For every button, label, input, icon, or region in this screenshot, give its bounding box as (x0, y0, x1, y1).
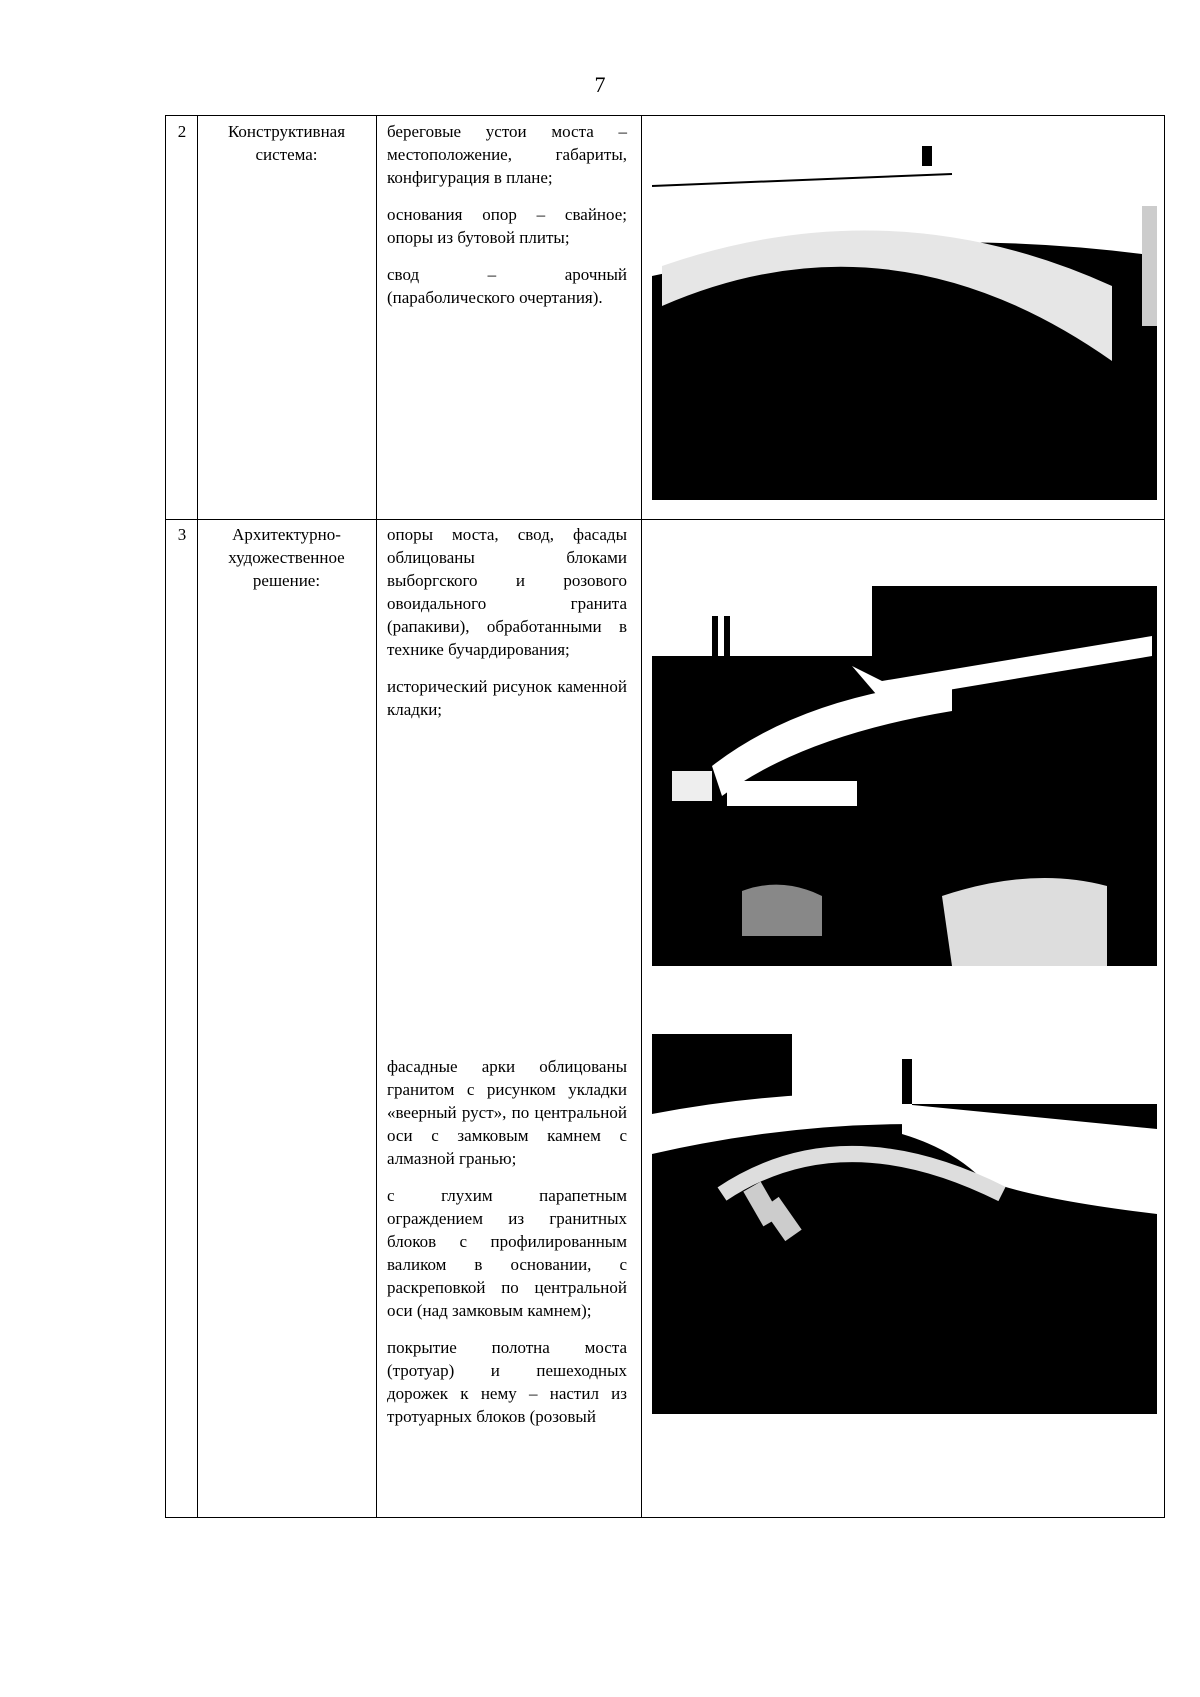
column-divider-2 (376, 116, 377, 1517)
row-description-lower (387, 1055, 627, 1442)
row-number: 2 (177, 122, 187, 141)
description-paragraph: покрытие полотна моста (тротуар) и пешеходных дорожек к нему – настил из тротуарных блоков (розовый (387, 1338, 627, 1426)
row-title: Конструктивная система: (227, 122, 346, 164)
description-paragraph: свод – арочный (параболического очертания). (387, 265, 627, 307)
masonry-photo (652, 586, 1157, 966)
description-paragraph: с глухим парапетным ограждением из гранитных блоков с профилированным валиком в основании, с раскреповкой по центральной оси (над замковым камнем); (387, 1186, 627, 1320)
row-number: 3 (177, 525, 187, 544)
column-divider-1 (197, 116, 198, 1517)
row-divider (166, 519, 1164, 520)
page-number: 7 (594, 72, 606, 97)
row-description (387, 120, 627, 323)
description-paragraph: исторический рисунок каменной кладки; (387, 677, 627, 719)
row-title: Архитектурно-художественное решение: (228, 525, 345, 590)
description-paragraph: основания опор – свайное; опоры из бутовой плиты; (387, 205, 627, 247)
row-description (387, 523, 627, 735)
description-paragraph: береговые устои моста – местоположение, габариты, конфигурация в плане; (387, 122, 627, 187)
bridge-arch-photo (652, 146, 1157, 500)
attributes-table (165, 115, 1165, 1518)
bridge-facade-photo (652, 1034, 1157, 1414)
column-divider-3 (641, 116, 642, 1517)
description-paragraph: фасадные арки облицованы гранитом с рисунком укладки «веерный руст», по центральной оси с замковым камнем с алмазной гранью; (387, 1057, 627, 1168)
description-paragraph: опоры моста, свод, фасады облицованы блоками выборгского и розового овоидального гранита (рапакиви), обработанными в технике бучардирования; (387, 525, 627, 659)
